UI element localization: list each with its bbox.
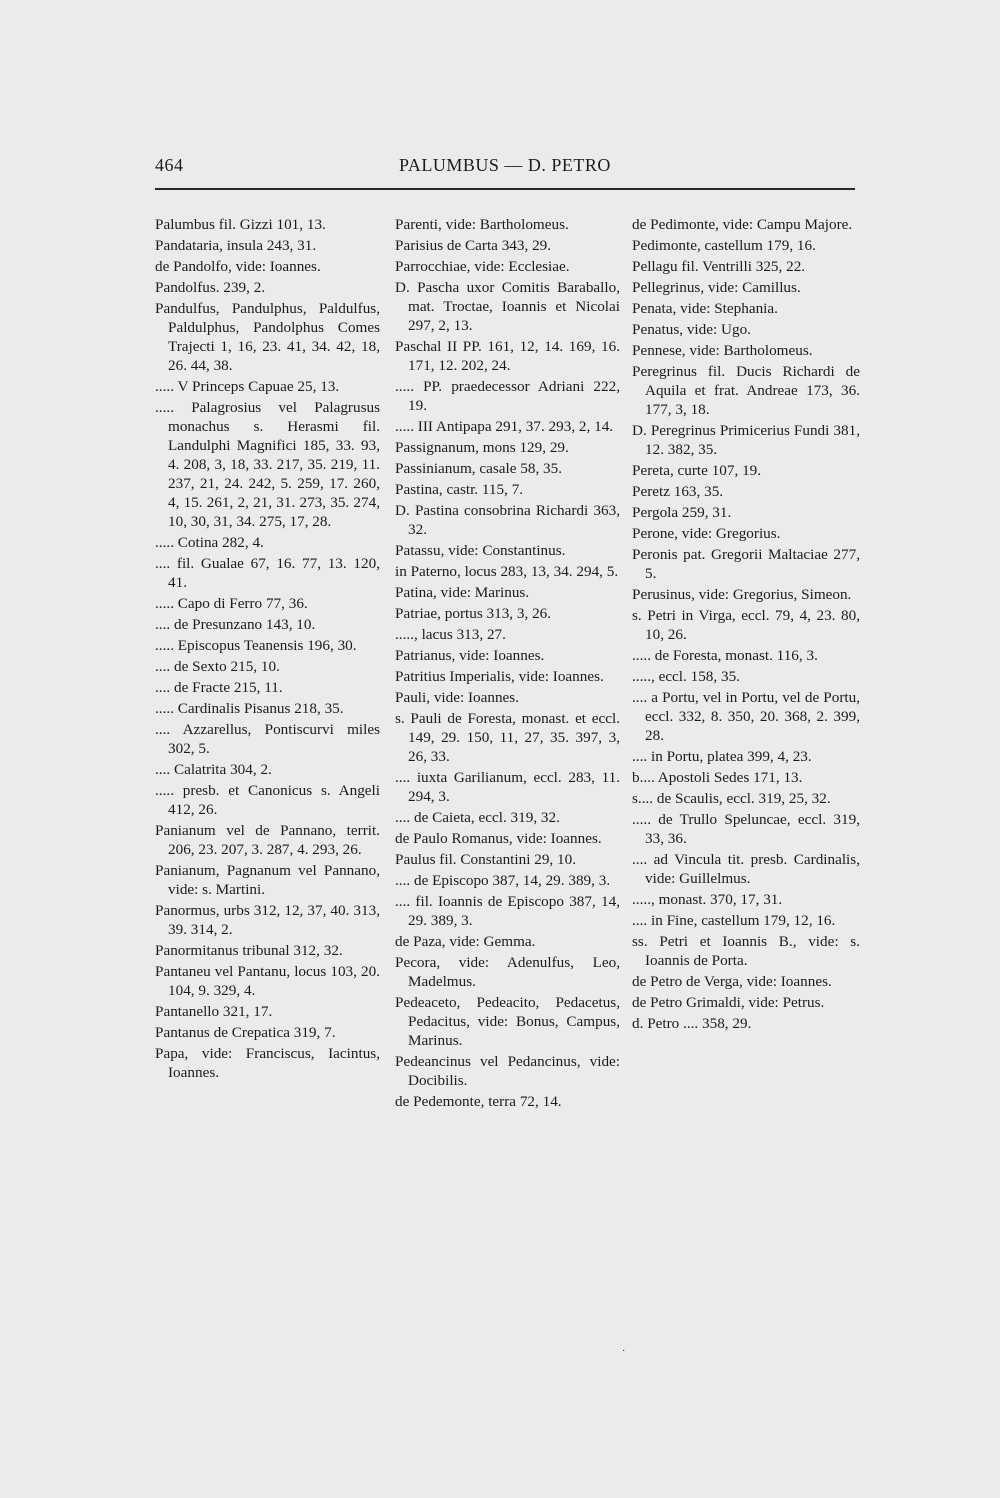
- index-entry: ..... V Princeps Capuae 25, 13.: [155, 378, 340, 395]
- index-entry: .... de Sexto 215, 10.: [155, 658, 280, 675]
- index-entry: Penatus, vide: Ugo.: [632, 321, 751, 338]
- index-entry: ..... Cardinalis Pisanus 218, 35.: [155, 700, 344, 717]
- index-entry: Parenti, vide: Bartholomeus.: [395, 216, 569, 233]
- index-entry: Pandataria, insula 243, 31.: [155, 237, 317, 254]
- index-entry: Patina, vide: Marinus.: [395, 584, 530, 601]
- index-entry: Pellegrinus, vide: Camillus.: [632, 279, 801, 296]
- index-entry: ..... de Foresta, monast. 116, 3.: [632, 647, 818, 664]
- index-entry: .... de Episcopo 387, 14, 29. 389, 3.: [395, 872, 611, 889]
- index-entry: Panormitanus tribunal 312, 32.: [155, 942, 343, 959]
- index-entry: de Petro de Verga, vide: Ioannes.: [632, 973, 832, 990]
- index-entry: ..... Episcopus Teanensis 196, 30.: [155, 637, 357, 654]
- index-entry: ss. Petri et Ioannis B., vide: s. Ioannis de Porta.: [632, 933, 860, 969]
- index-entry: Pedeancinus vel Pedancinus, vide: Docibilis.: [395, 1053, 620, 1089]
- page-header: [155, 155, 855, 185]
- index-entry: Pantanus de Crepatica 319, 7.: [155, 1024, 336, 1041]
- index-entry: ..... Capo di Ferro 77, 36.: [155, 595, 308, 612]
- page-number: 464: [155, 155, 184, 175]
- index-entry: Perone, vide: Gregorius.: [632, 525, 781, 542]
- index-entry: Paulus fil. Constantini 29, 10.: [395, 851, 576, 868]
- index-entry: Pantaneu vel Pantanu, locus 103, 20. 104, 9. 329, 4.: [155, 963, 380, 999]
- index-entry: ....., eccl. 158, 35.: [632, 668, 740, 685]
- index-entry: .... Azzarellus, Pontiscurvi miles 302, 5.: [155, 721, 380, 757]
- index-entry: in Paterno, locus 283, 13, 34. 294, 5.: [395, 563, 619, 580]
- index-entry: .... de Fracte 215, 11.: [155, 679, 283, 696]
- index-entry: s.... de Scaulis, eccl. 319, 25, 32.: [632, 790, 831, 807]
- index-entry: Peretz 163, 35.: [632, 483, 724, 500]
- header-rule: [155, 188, 855, 190]
- index-entry: ..... Cotina 282, 4.: [155, 534, 264, 551]
- index-entry: de Paulo Romanus, vide: Ioannes.: [395, 830, 602, 847]
- index-entry: ..... III Antipapa 291, 37. 293, 2, 14.: [395, 418, 614, 435]
- index-entry: s. Pauli de Foresta, monast. et eccl. 149, 29. 150, 11, 27, 35. 397, 3, 26, 33.: [395, 710, 620, 765]
- index-entry: Parisius de Carta 343, 29.: [395, 237, 552, 254]
- index-entry: Panormus, urbs 312, 12, 37, 40. 313, 39. 314, 2.: [155, 902, 380, 938]
- index-entry: Pereta, curte 107, 19.: [632, 462, 762, 479]
- index-entry: Panianum vel de Pannano, territ. 206, 23. 207, 3. 287, 4. 293, 26.: [155, 822, 380, 858]
- index-entry: Panianum, Pagnanum vel Pannano, vide: s. Martini.: [155, 862, 380, 898]
- index-entry: ..... presb. et Canonicus s. Angeli 412, 26.: [155, 782, 380, 818]
- index-entry: Peronis pat. Gregorii Maltaciae 277, 5.: [632, 546, 860, 582]
- index-entry: Pastina, castr. 115, 7.: [395, 481, 524, 498]
- index-entry: Pergola 259, 31.: [632, 504, 732, 521]
- index-entry: de Pedimonte, vide: Campu Majore.: [632, 216, 853, 233]
- index-entry: Pennese, vide: Bartholomeus.: [632, 342, 813, 359]
- index-entry: ..... Palagrosius vel Palagrusus monachus s. Herasmi fil. Landulphi Magnifici 185, 33. 93, 4. 208, 3, 18, 33. 217, 35. 219, 11. 237, 21, 24. 242, 5. 259, 17. 260, 4, 15. 261, 2, 21, 31. 273, 35. 274, 10, 30, 31, 34. 275, 17, 28.: [155, 399, 380, 530]
- index-entry: Paschal II PP. 161, 12, 14. 169, 16. 171, 12. 202, 24.: [395, 338, 620, 374]
- index-entry: de Petro Grimaldi, vide: Petrus.: [632, 994, 825, 1011]
- index-entry: Parrocchiae, vide: Ecclesiae.: [395, 258, 570, 275]
- index-entry: Peregrinus fil. Ducis Richardi de Aquila et frat. Andreae 173, 36. 177, 3, 18.: [632, 363, 860, 418]
- index-entry: .... de Presunzano 143, 10.: [155, 616, 316, 633]
- index-entry: de Pandolfo, vide: Ioannes.: [155, 258, 321, 275]
- index-entry: Patassu, vide: Constantinus.: [395, 542, 566, 559]
- index-column-1: [155, 215, 380, 1084]
- index-column-2: [395, 215, 620, 1113]
- index-entry: Perusinus, vide: Gregorius, Simeon.: [632, 586, 852, 603]
- index-entry: .... Calatrita 304, 2.: [155, 761, 272, 778]
- index-entry: de Paza, vide: Gemma.: [395, 933, 536, 950]
- index-entry: ..... PP. praedecessor Adriani 222, 19.: [395, 378, 620, 414]
- index-entry: .... a Portu, vel in Portu, vel de Portu, eccl. 332, 8. 350, 20. 368, 2. 399, 28.: [632, 689, 860, 744]
- index-entry: ....., monast. 370, 17, 31.: [632, 891, 783, 908]
- index-entry: Pellagu fil. Ventrilli 325, 22.: [632, 258, 806, 275]
- index-entry: s. Petri in Virga, eccl. 79, 4, 23. 80, 10, 26.: [632, 607, 860, 643]
- index-entry: Passignanum, mons 129, 29.: [395, 439, 569, 456]
- index-entry: Pedeaceto, Pedeacito, Pedacetus, Pedacitus, vide: Bonus, Campus, Marinus.: [395, 994, 620, 1049]
- index-entry: ..... de Trullo Speluncae, eccl. 319, 33, 36.: [632, 811, 860, 847]
- index-entry: .... ad Vincula tit. presb. Cardinalis, vide: Guillelmus.: [632, 851, 860, 887]
- index-entry: Pedimonte, castellum 179, 16.: [632, 237, 816, 254]
- index-entry: D. Peregrinus Primicerius Fundi 381, 12. 382, 35.: [632, 422, 860, 458]
- index-entry: b.... Apostoli Sedes 171, 13.: [632, 769, 803, 786]
- index-entry: .... iuxta Garilianum, eccl. 283, 11. 294, 3.: [395, 769, 620, 805]
- index-entry: d. Petro .... 358, 29.: [632, 1015, 752, 1032]
- index-entry: .... fil. Gualae 67, 16. 77, 13. 120, 41.: [155, 555, 380, 591]
- index-entry: Patrianus, vide: Ioannes.: [395, 647, 545, 664]
- index-entry: D. Pastina consobrina Richardi 363, 32.: [395, 502, 620, 538]
- index-entry: .... in Portu, platea 399, 4, 23.: [632, 748, 812, 765]
- index-entry: .... de Caieta, eccl. 319, 32.: [395, 809, 560, 826]
- index-entry: Pauli, vide: Ioannes.: [395, 689, 520, 706]
- index-entry: Patritius Imperialis, vide: Ioannes.: [395, 668, 604, 685]
- index-entry: Pantanello 321, 17.: [155, 1003, 273, 1020]
- index-entry: Passinianum, casale 58, 35.: [395, 460, 563, 477]
- index-entry: de Pedemonte, terra 72, 14.: [395, 1093, 562, 1110]
- index-entry: Pecora, vide: Adenulfus, Leo, Madelmus.: [395, 954, 620, 990]
- index-entry: ....., lacus 313, 27.: [395, 626, 506, 643]
- index-entry: .... in Fine, castellum 179, 12, 16.: [632, 912, 836, 929]
- page-speck: ·: [622, 1346, 626, 1357]
- index-entry: Patriae, portus 313, 3, 26.: [395, 605, 552, 622]
- index-entry: D. Pascha uxor Comitis Baraballo, mat. Troctae, Ioannis et Nicolai 297, 2, 13.: [395, 279, 620, 334]
- running-title: PALUMBUS — D. PETRO: [399, 155, 611, 175]
- index-entry: Pandolfus. 239, 2.: [155, 279, 266, 296]
- index-entry: Pandulfus, Pandulphus, Paldulfus, Paldulphus, Pandolphus Comes Trajecti 1, 16, 23. 41, 34. 42, 18, 26. 44, 38.: [155, 300, 380, 374]
- index-entry: Penata, vide: Stephania.: [632, 300, 778, 317]
- index-entry: Palumbus fil. Gizzi 101, 13.: [155, 216, 326, 233]
- index-entry: Papa, vide: Franciscus, Iacintus, Ioannes.: [155, 1045, 380, 1081]
- index-entry: .... fil. Ioannis de Episcopo 387, 14, 29. 389, 3.: [395, 893, 620, 929]
- index-column-3: [632, 215, 860, 1035]
